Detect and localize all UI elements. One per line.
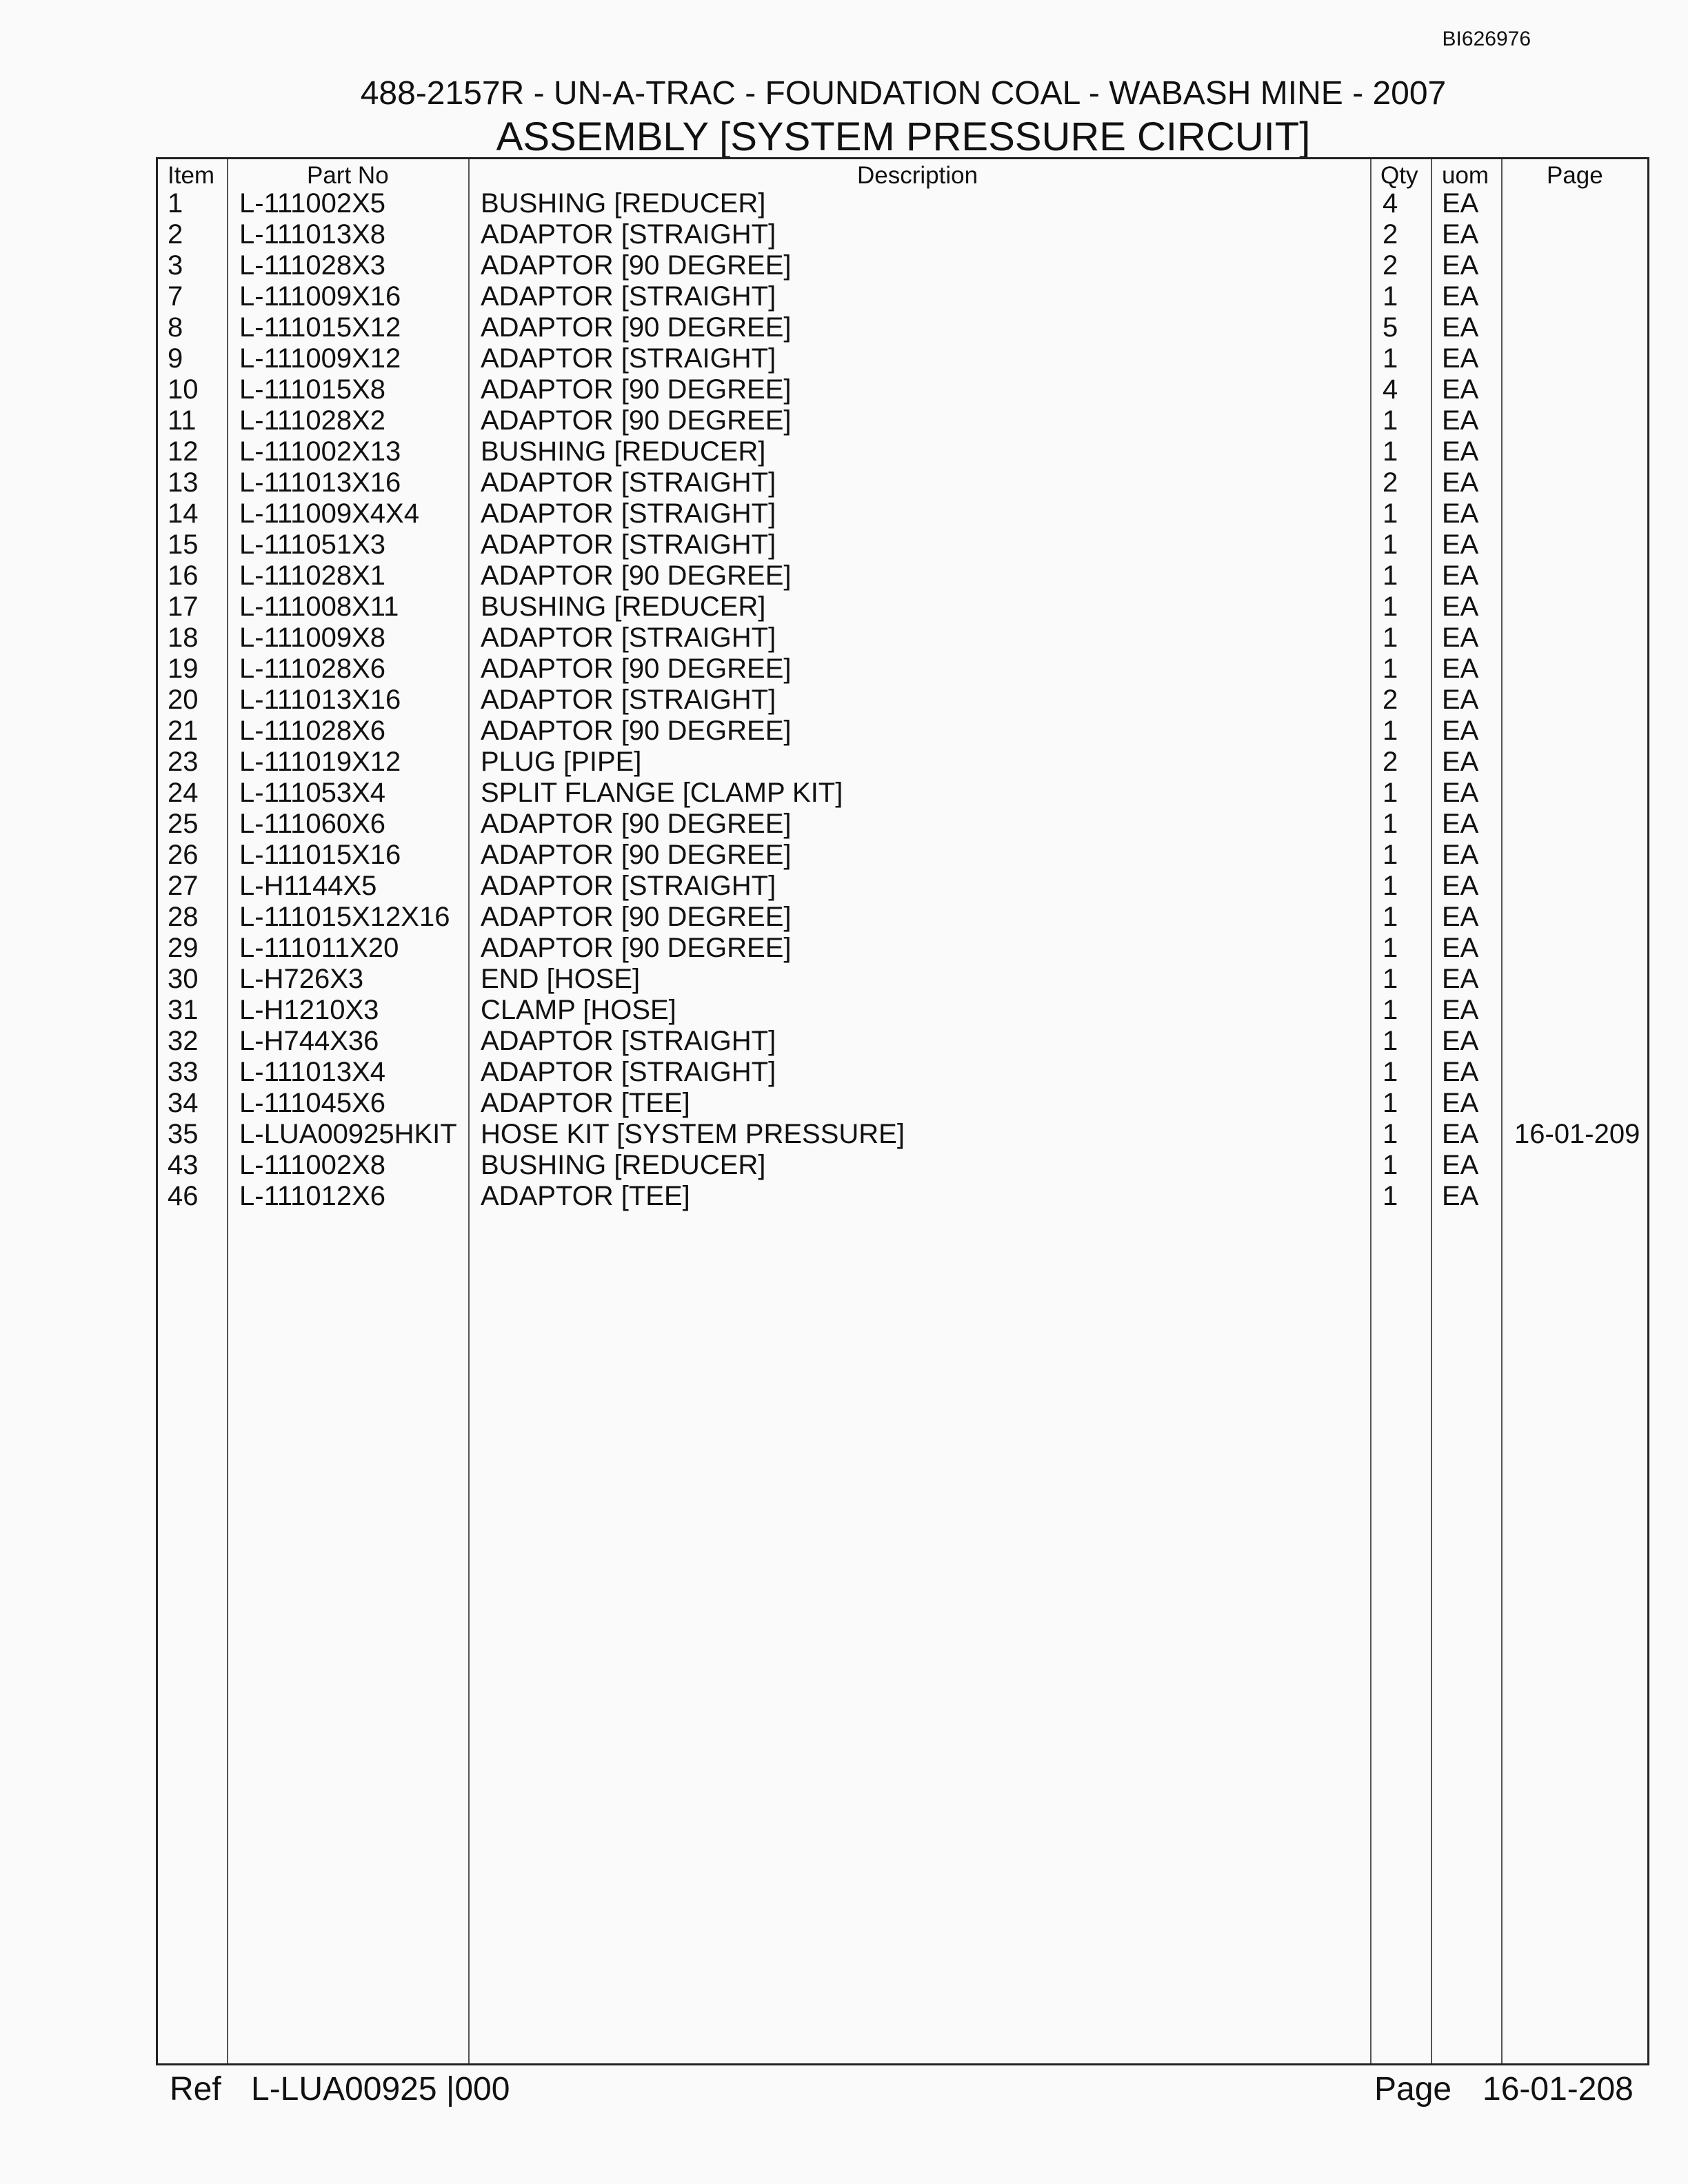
description-cell: ADAPTOR [STRAIGHT] <box>481 685 776 715</box>
item-cell: 32 <box>168 1026 199 1056</box>
description-cell: BUSHING [REDUCER] <box>481 188 766 219</box>
uom-cell: EA <box>1442 529 1479 560</box>
part-no-cell: L-111051X3 <box>239 529 386 560</box>
part-no-cell: L-111011X20 <box>239 933 399 963</box>
uom-cell: EA <box>1442 902 1479 932</box>
item-cell: 1 <box>168 188 183 219</box>
qty-cell: 1 <box>1383 840 1398 870</box>
description-cell: SPLIT FLANGE [CLAMP KIT] <box>481 778 843 808</box>
table-row <box>158 188 1647 219</box>
item-cell: 23 <box>168 747 199 777</box>
qty-cell: 5 <box>1383 312 1398 343</box>
qty-cell: 1 <box>1383 436 1398 467</box>
uom-cell: EA <box>1442 560 1479 591</box>
description-cell: ADAPTOR [STRAIGHT] <box>481 1057 776 1087</box>
item-cell: 20 <box>168 685 199 715</box>
qty-cell: 1 <box>1383 623 1398 653</box>
part-no-cell: L-111013X16 <box>239 467 401 498</box>
description-cell: BUSHING [REDUCER] <box>481 1150 766 1180</box>
description-cell: ADAPTOR [TEE] <box>481 1088 690 1118</box>
table-row <box>158 654 1647 685</box>
table-row <box>158 840 1647 871</box>
table-row <box>158 1057 1647 1088</box>
uom-cell: EA <box>1442 281 1479 312</box>
qty-cell: 4 <box>1383 188 1398 219</box>
qty-cell: 1 <box>1383 716 1398 746</box>
part-no-cell: L-111009X8 <box>239 623 386 653</box>
column-header-item: Item <box>168 162 215 189</box>
uom-cell: EA <box>1442 405 1479 436</box>
table-row <box>158 964 1647 995</box>
uom-cell: EA <box>1442 1026 1479 1056</box>
qty-cell: 4 <box>1383 374 1398 405</box>
description-cell: PLUG [PIPE] <box>481 747 642 777</box>
table-row <box>158 1150 1647 1181</box>
part-no-cell: L-111013X8 <box>239 219 386 250</box>
item-cell: 7 <box>168 281 183 312</box>
table-row <box>158 560 1647 592</box>
uom-cell: EA <box>1442 436 1479 467</box>
item-cell: 10 <box>168 374 199 405</box>
part-no-cell: L-111015X12 <box>239 312 401 343</box>
uom-cell: EA <box>1442 188 1479 219</box>
item-cell: 2 <box>168 219 183 250</box>
item-cell: 11 <box>168 405 197 436</box>
uom-cell: EA <box>1442 1119 1479 1149</box>
qty-cell: 2 <box>1383 685 1398 715</box>
uom-cell: EA <box>1442 467 1479 498</box>
uom-cell: EA <box>1442 716 1479 746</box>
description-cell: ADAPTOR [90 DEGREE] <box>481 840 792 870</box>
parts-list <box>158 188 1647 1212</box>
part-no-cell: L-111002X13 <box>239 436 401 467</box>
part-no-cell: L-111028X3 <box>239 250 386 281</box>
table-row <box>158 778 1647 809</box>
page-ref-cell: 16-01-209 <box>1514 1119 1640 1149</box>
description-cell: ADAPTOR [STRAIGHT] <box>481 623 776 653</box>
description-cell: ADAPTOR [TEE] <box>481 1181 690 1211</box>
part-no-cell: L-H1210X3 <box>239 995 379 1025</box>
qty-cell: 2 <box>1383 747 1398 777</box>
qty-cell: 1 <box>1383 1181 1398 1211</box>
description-cell: ADAPTOR [90 DEGREE] <box>481 716 792 746</box>
uom-cell: EA <box>1442 933 1479 963</box>
description-cell: ADAPTOR [STRAIGHT] <box>481 1026 776 1056</box>
part-no-cell: L-LUA00925HKIT <box>239 1119 457 1149</box>
part-no-cell: L-111002X8 <box>239 1150 386 1180</box>
description-cell: BUSHING [REDUCER] <box>481 436 766 467</box>
table-row <box>158 405 1647 436</box>
qty-cell: 1 <box>1383 902 1398 932</box>
item-cell: 18 <box>168 623 199 653</box>
item-cell: 3 <box>168 250 183 281</box>
part-no-cell: L-111060X6 <box>239 809 386 839</box>
table-row <box>158 281 1647 312</box>
part-no-cell: L-111008X11 <box>239 592 399 622</box>
table-row <box>158 374 1647 405</box>
qty-cell: 1 <box>1383 1057 1398 1087</box>
qty-cell: 1 <box>1383 343 1398 374</box>
uom-cell: EA <box>1442 871 1479 901</box>
part-no-cell: L-H744X36 <box>239 1026 379 1056</box>
item-cell: 25 <box>168 809 199 839</box>
ref-value: L-LUA00925 |000 <box>251 2071 510 2107</box>
table-row <box>158 498 1647 529</box>
table-row <box>158 1181 1647 1212</box>
uom-cell: EA <box>1442 1088 1479 1118</box>
qty-cell: 1 <box>1383 281 1398 312</box>
qty-cell: 1 <box>1383 529 1398 560</box>
qty-cell: 1 <box>1383 778 1398 808</box>
item-cell: 34 <box>168 1088 199 1118</box>
uom-cell: EA <box>1442 250 1479 281</box>
item-cell: 9 <box>168 343 183 374</box>
description-cell: ADAPTOR [STRAIGHT] <box>481 281 776 312</box>
column-header-page: Page <box>1547 162 1603 189</box>
description-cell: ADAPTOR [90 DEGREE] <box>481 654 792 684</box>
qty-cell: 1 <box>1383 405 1398 436</box>
uom-cell: EA <box>1442 498 1479 529</box>
part-no-cell: L-111002X5 <box>239 188 386 219</box>
item-cell: 46 <box>168 1181 199 1211</box>
description-cell: ADAPTOR [STRAIGHT] <box>481 529 776 560</box>
qty-cell: 1 <box>1383 933 1398 963</box>
table-row <box>158 1088 1647 1119</box>
table-row <box>158 467 1647 498</box>
table-row <box>158 995 1647 1026</box>
item-cell: 13 <box>168 467 199 498</box>
description-cell: ADAPTOR [90 DEGREE] <box>481 933 792 963</box>
part-no-cell: L-111015X12X16 <box>239 902 450 932</box>
uom-cell: EA <box>1442 685 1479 715</box>
part-no-cell: L-111009X12 <box>239 343 401 374</box>
item-cell: 35 <box>168 1119 199 1149</box>
table-row <box>158 685 1647 716</box>
item-cell: 14 <box>168 498 199 529</box>
description-cell: CLAMP [HOSE] <box>481 995 676 1025</box>
uom-cell: EA <box>1442 312 1479 343</box>
description-cell: BUSHING [REDUCER] <box>481 592 766 622</box>
description-cell: ADAPTOR [90 DEGREE] <box>481 560 792 591</box>
column-header-description: Description <box>857 162 978 189</box>
item-cell: 31 <box>168 995 199 1025</box>
table-row <box>158 343 1647 374</box>
qty-cell: 1 <box>1383 592 1398 622</box>
item-cell: 8 <box>168 312 183 343</box>
description-cell: ADAPTOR [90 DEGREE] <box>481 374 792 405</box>
table-row <box>158 1026 1647 1057</box>
item-cell: 21 <box>168 716 199 746</box>
table-row <box>158 871 1647 902</box>
part-no-cell: L-111013X4 <box>239 1057 386 1087</box>
uom-cell: EA <box>1442 374 1479 405</box>
item-cell: 28 <box>168 902 199 932</box>
qty-cell: 1 <box>1383 1026 1398 1056</box>
description-cell: ADAPTOR [STRAIGHT] <box>481 871 776 901</box>
part-no-cell: L-111028X1 <box>239 560 386 591</box>
uom-cell: EA <box>1442 840 1479 870</box>
part-no-cell: L-111013X16 <box>239 685 401 715</box>
qty-cell: 1 <box>1383 1119 1398 1149</box>
uom-cell: EA <box>1442 343 1479 374</box>
part-no-cell: L-111009X4X4 <box>239 498 419 529</box>
uom-cell: EA <box>1442 1181 1479 1211</box>
qty-cell: 1 <box>1383 654 1398 684</box>
table-row <box>158 219 1647 250</box>
qty-cell: 1 <box>1383 498 1398 529</box>
uom-cell: EA <box>1442 623 1479 653</box>
item-cell: 33 <box>168 1057 199 1087</box>
uom-cell: EA <box>1442 219 1479 250</box>
qty-cell: 1 <box>1383 809 1398 839</box>
uom-cell: EA <box>1442 1057 1479 1087</box>
column-header-part-no: Part No <box>307 162 389 189</box>
uom-cell: EA <box>1442 809 1479 839</box>
table-row <box>158 529 1647 560</box>
qty-cell: 1 <box>1383 871 1398 901</box>
part-no-cell: L-111015X8 <box>239 374 386 405</box>
part-no-cell: L-111028X2 <box>239 405 386 436</box>
table-row <box>158 809 1647 840</box>
column-header-uom: uom <box>1442 162 1489 189</box>
part-no-cell: L-111053X4 <box>239 778 386 808</box>
document-id: BI626976 <box>1442 28 1531 50</box>
description-cell: ADAPTOR [STRAIGHT] <box>481 343 776 374</box>
part-no-cell: L-111012X6 <box>239 1181 386 1211</box>
qty-cell: 2 <box>1383 250 1398 281</box>
uom-cell: EA <box>1442 1150 1479 1180</box>
uom-cell: EA <box>1442 995 1479 1025</box>
qty-cell: 2 <box>1383 467 1398 498</box>
description-cell: ADAPTOR [90 DEGREE] <box>481 405 792 436</box>
item-cell: 15 <box>168 529 199 560</box>
item-cell: 26 <box>168 840 199 870</box>
table-row <box>158 592 1647 623</box>
table-row <box>158 250 1647 281</box>
column-header-qty: Qty <box>1380 162 1418 189</box>
uom-cell: EA <box>1442 592 1479 622</box>
qty-cell: 2 <box>1383 219 1398 250</box>
description-cell: ADAPTOR [90 DEGREE] <box>481 902 792 932</box>
table-row <box>158 1119 1647 1150</box>
description-cell: ADAPTOR [STRAIGHT] <box>481 498 776 529</box>
part-no-cell: L-111028X6 <box>239 654 386 684</box>
qty-cell: 1 <box>1383 995 1398 1025</box>
description-cell: ADAPTOR [90 DEGREE] <box>481 809 792 839</box>
part-no-cell: L-111009X16 <box>239 281 401 312</box>
ref-label: Ref <box>170 2071 221 2107</box>
table-row <box>158 436 1647 467</box>
page-value: 16-01-208 <box>1483 2071 1634 2107</box>
item-cell: 16 <box>168 560 199 591</box>
description-cell: ADAPTOR [90 DEGREE] <box>481 312 792 343</box>
item-cell: 43 <box>168 1150 199 1180</box>
part-no-cell: L-H726X3 <box>239 964 364 994</box>
item-cell: 17 <box>168 592 199 622</box>
table-row <box>158 933 1647 964</box>
item-cell: 30 <box>168 964 199 994</box>
qty-cell: 1 <box>1383 1088 1398 1118</box>
part-no-cell: L-H1144X5 <box>239 871 377 901</box>
table-row <box>158 747 1647 778</box>
uom-cell: EA <box>1442 654 1479 684</box>
uom-cell: EA <box>1442 964 1479 994</box>
qty-cell: 1 <box>1383 1150 1398 1180</box>
description-cell: ADAPTOR [STRAIGHT] <box>481 467 776 498</box>
qty-cell: 1 <box>1383 964 1398 994</box>
table-row <box>158 312 1647 343</box>
description-cell: ADAPTOR [90 DEGREE] <box>481 250 792 281</box>
item-cell: 19 <box>168 654 199 684</box>
item-cell: 29 <box>168 933 199 963</box>
assembly-title: ASSEMBLY [SYSTEM PRESSURE CIRCUIT] <box>496 114 1311 159</box>
table-row <box>158 716 1647 747</box>
part-no-cell: L-111045X6 <box>239 1088 386 1118</box>
table-row <box>158 623 1647 654</box>
part-no-cell: L-111019X12 <box>239 747 401 777</box>
uom-cell: EA <box>1442 778 1479 808</box>
table-row <box>158 902 1647 933</box>
item-cell: 24 <box>168 778 199 808</box>
description-cell: HOSE KIT [SYSTEM PRESSURE] <box>481 1119 905 1149</box>
uom-cell: EA <box>1442 747 1479 777</box>
part-no-cell: L-111028X6 <box>239 716 386 746</box>
description-cell: ADAPTOR [STRAIGHT] <box>481 219 776 250</box>
description-cell: END [HOSE] <box>481 964 641 994</box>
page-label: Page <box>1374 2071 1452 2107</box>
item-cell: 27 <box>168 871 199 901</box>
parts-table <box>156 157 1649 2065</box>
document-title: 488-2157R - UN-A-TRAC - FOUNDATION COAL - WABASH MINE - 2007 <box>360 75 1447 112</box>
part-no-cell: L-111015X16 <box>239 840 401 870</box>
qty-cell: 1 <box>1383 560 1398 591</box>
item-cell: 12 <box>168 436 199 467</box>
